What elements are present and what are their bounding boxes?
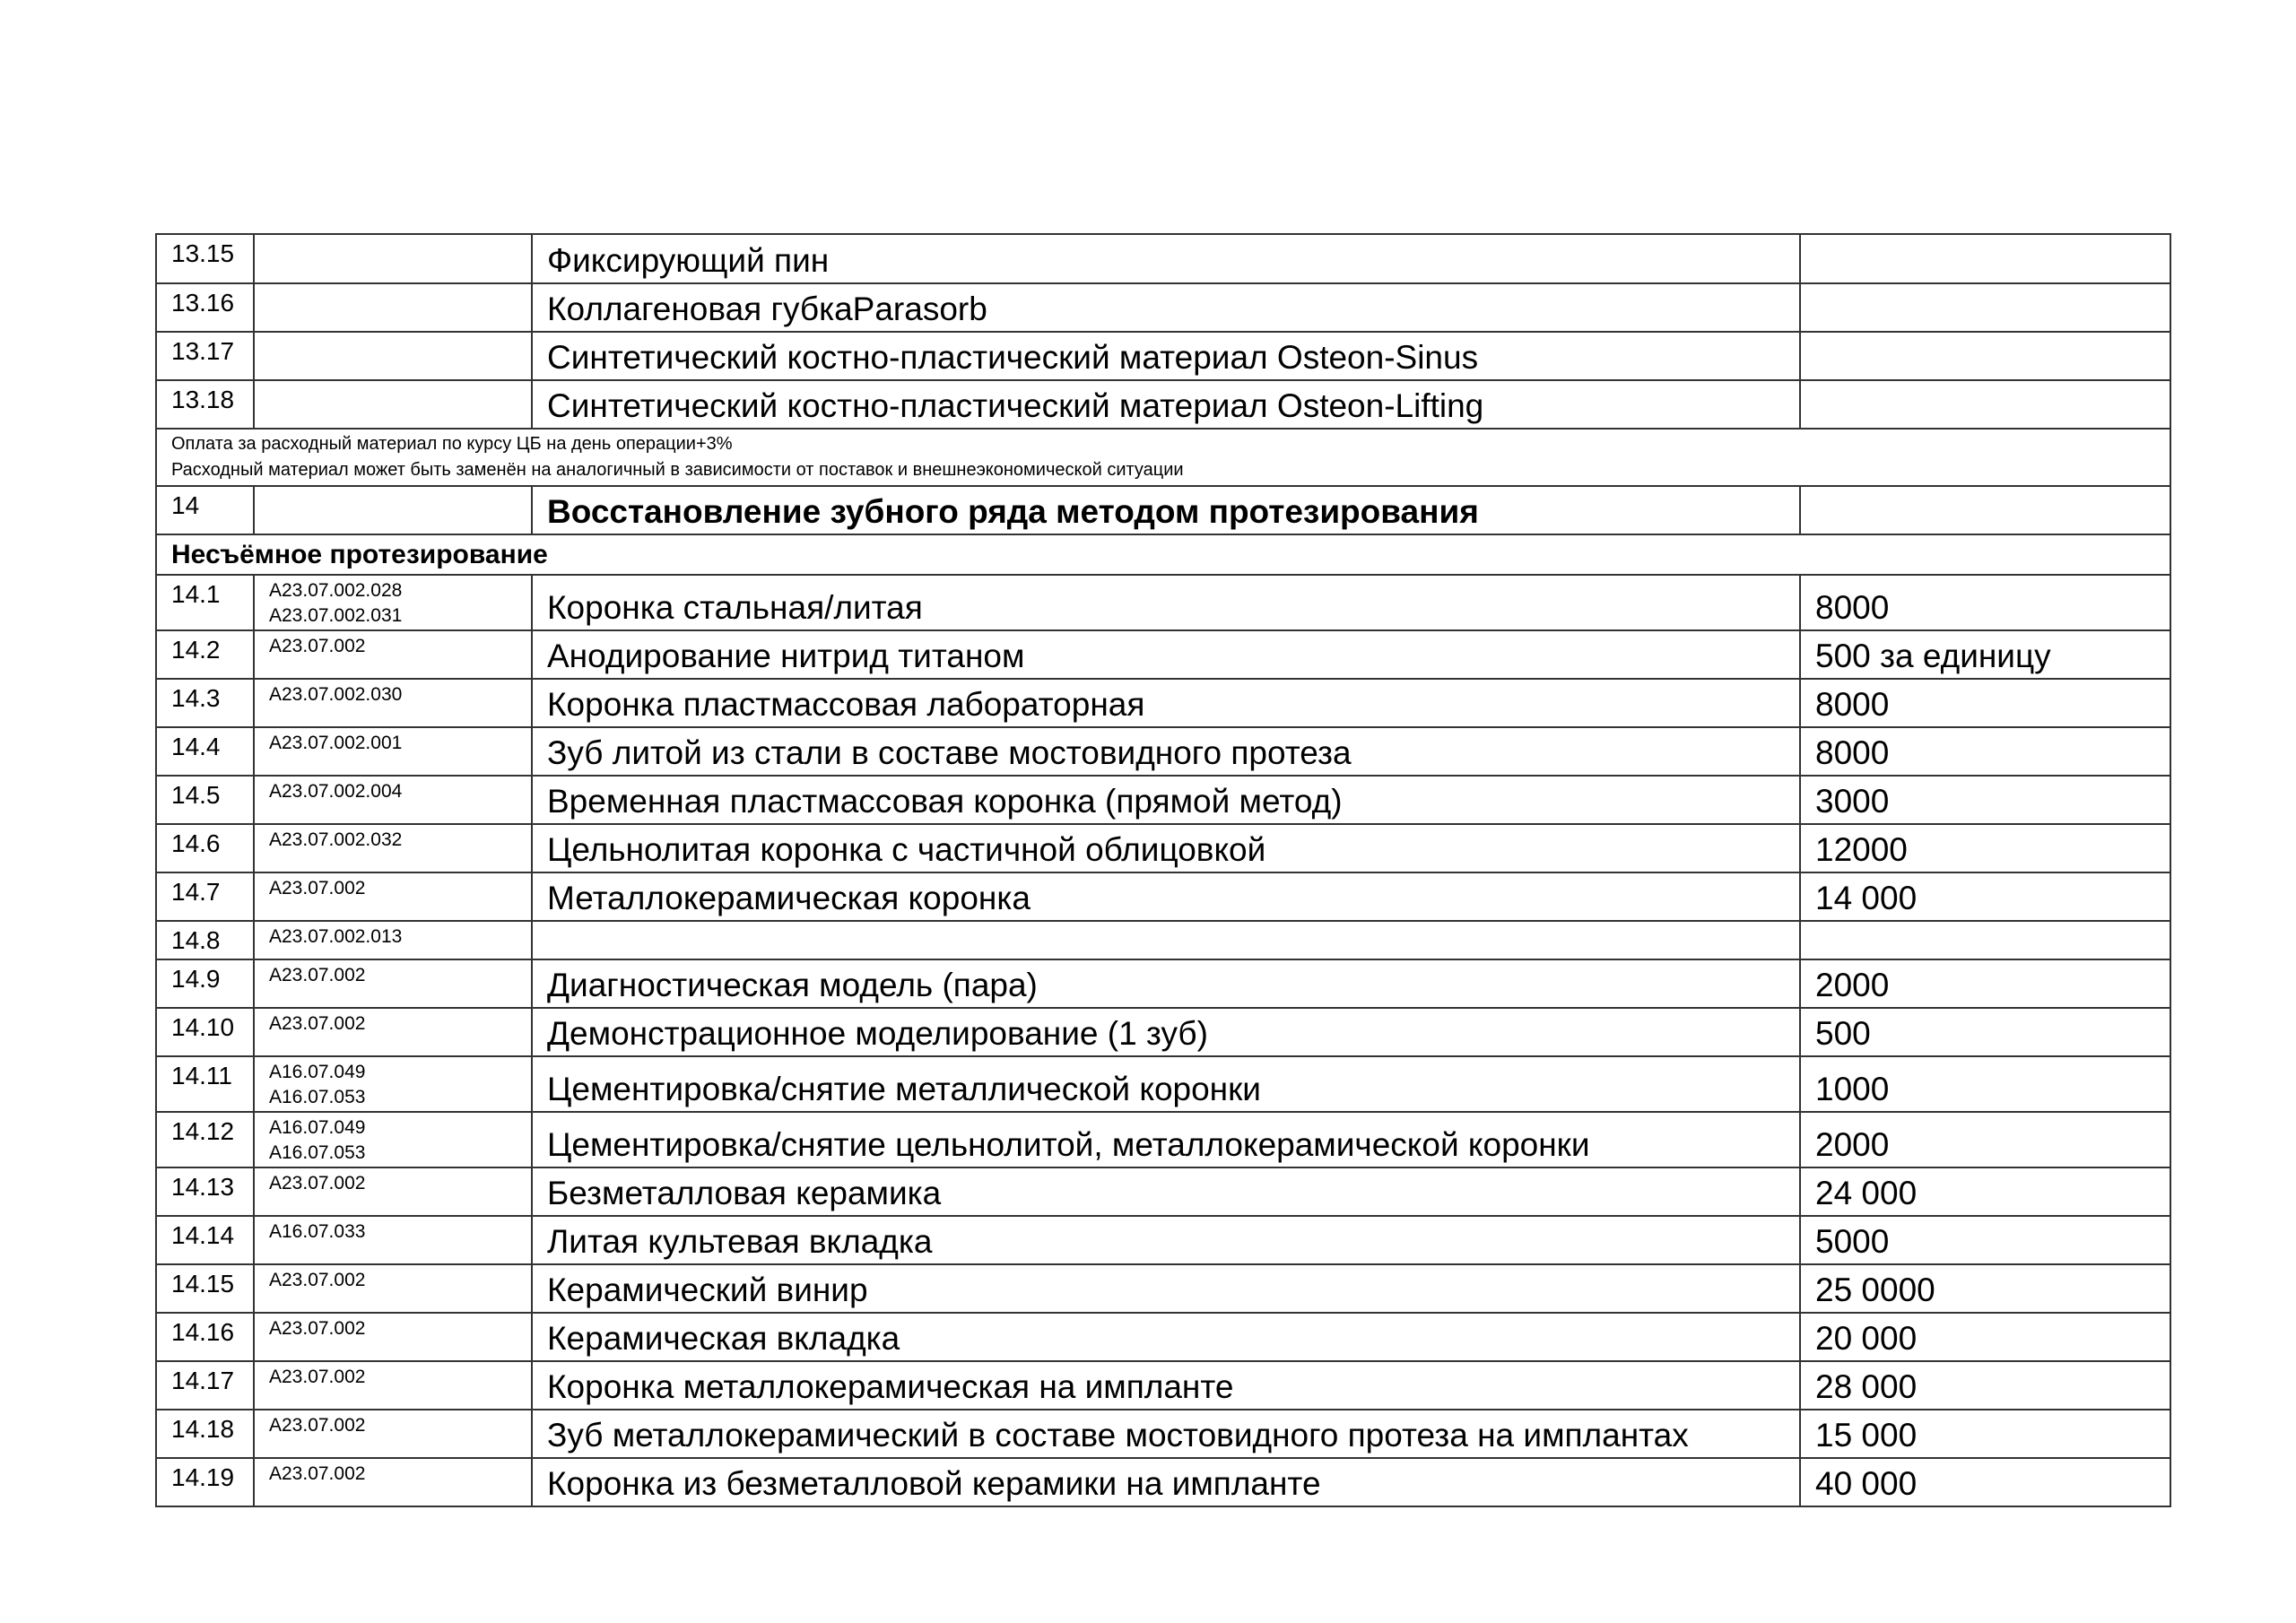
code-line: A23.07.002 (269, 1013, 366, 1034)
code-line: A23.07.002 (269, 1173, 366, 1193)
notes-row (156, 429, 2170, 486)
code-line: A16.07.053 (269, 1087, 366, 1107)
code-line: A23.07.002.031 (269, 605, 403, 626)
service-name: Синтетический костно-пластический материал Osteon-Lifting (532, 380, 1800, 429)
service-code (254, 1361, 532, 1410)
row-number: 14.7 (156, 872, 254, 921)
service-name: Цементировка/снятие цельнолитой, металлокерамической коронки (532, 1112, 1800, 1167)
service-name: Керамический винир (532, 1264, 1800, 1313)
service-price (1800, 380, 2170, 429)
table-row (156, 1410, 2170, 1458)
subheading-row (156, 534, 2170, 575)
service-code (254, 1313, 532, 1361)
table-row (156, 380, 2170, 429)
subheading: Несъёмное протезирование (156, 534, 2170, 575)
service-code (254, 1112, 532, 1167)
service-name: Цементировка/снятие металлической коронки (532, 1056, 1800, 1112)
service-code (254, 776, 532, 824)
service-price: 2000 (1800, 959, 2170, 1008)
service-price: 15 000 (1800, 1410, 2170, 1458)
service-name: Временная пластмассовая коронка (прямой метод) (532, 776, 1800, 824)
service-name: Коронка из безметалловой керамики на импланте (532, 1458, 1800, 1506)
service-name: Коронка металлокерамическая на импланте (532, 1361, 1800, 1410)
service-price (1800, 332, 2170, 380)
code-line: A16.07.053 (269, 1142, 366, 1163)
service-code (254, 1264, 532, 1313)
table-row (156, 921, 2170, 959)
service-name: Синтетический костно-пластический материал Osteon-Sinus (532, 332, 1800, 380)
table-row (156, 727, 2170, 776)
table-row (156, 234, 2170, 283)
row-number: 14.9 (156, 959, 254, 1008)
service-price: 8000 (1800, 679, 2170, 727)
service-code (254, 234, 532, 283)
service-name: Коронка пластмассовая лабораторная (532, 679, 1800, 727)
service-price: 12000 (1800, 824, 2170, 872)
service-name: Анодирование нитрид титаном (532, 630, 1800, 679)
service-price: 24 000 (1800, 1167, 2170, 1216)
row-number: 14.4 (156, 727, 254, 776)
row-number: 14.16 (156, 1313, 254, 1361)
service-name: Зуб литой из стали в составе мостовидного протеза (532, 727, 1800, 776)
service-price: 500 (1800, 1008, 2170, 1056)
table-row (156, 1008, 2170, 1056)
service-code (254, 824, 532, 872)
service-name: Литая культевая вкладка (532, 1216, 1800, 1264)
service-code (254, 959, 532, 1008)
table-row (156, 630, 2170, 679)
section-number: 14 (156, 486, 254, 534)
service-code (254, 727, 532, 776)
row-number: 14.8 (156, 921, 254, 959)
row-number: 13.15 (156, 234, 254, 283)
service-price: 28 000 (1800, 1361, 2170, 1410)
table-row (156, 1313, 2170, 1361)
row-number: 14.11 (156, 1056, 254, 1112)
service-code (254, 1216, 532, 1264)
service-price: 14 000 (1800, 872, 2170, 921)
code-line: A16.07.049 (269, 1062, 366, 1082)
code-line: A23.07.002 (269, 1367, 366, 1387)
row-number: 14.17 (156, 1361, 254, 1410)
table-row (156, 824, 2170, 872)
code-line: A23.07.002.004 (269, 781, 403, 802)
price-list-table (155, 233, 2171, 1507)
table-row (156, 283, 2170, 332)
row-number: 13.16 (156, 283, 254, 332)
service-price: 25 0000 (1800, 1264, 2170, 1313)
service-code (254, 679, 532, 727)
row-number: 14.5 (156, 776, 254, 824)
code-line: A23.07.002 (269, 1415, 366, 1436)
service-code (254, 283, 532, 332)
row-number: 14.2 (156, 630, 254, 679)
service-name: Цельнолитая коронка с частичной облицовкой (532, 824, 1800, 872)
table-row (156, 1056, 2170, 1112)
service-code (254, 1056, 532, 1112)
section-code (254, 486, 532, 534)
service-price: 5000 (1800, 1216, 2170, 1264)
table-row (156, 1167, 2170, 1216)
row-number: 14.14 (156, 1216, 254, 1264)
service-price: 3000 (1800, 776, 2170, 824)
service-name: Металлокерамическая коронка (532, 872, 1800, 921)
section-price (1800, 486, 2170, 534)
service-code (254, 872, 532, 921)
service-code (254, 575, 532, 630)
table-row (156, 1264, 2170, 1313)
service-name: Коллагеновая губкаParasorb (532, 283, 1800, 332)
service-name (532, 921, 1800, 959)
service-price: 2000 (1800, 1112, 2170, 1167)
table-row (156, 1216, 2170, 1264)
service-name: Коронка стальная/литая (532, 575, 1800, 630)
service-code (254, 921, 532, 959)
table-row (156, 679, 2170, 727)
service-name: Безметалловая керамика (532, 1167, 1800, 1216)
table-row (156, 1361, 2170, 1410)
section-row (156, 486, 2170, 534)
service-code (254, 1167, 532, 1216)
service-code (254, 630, 532, 679)
payment-note: Оплата за расходный материал по курсу ЦБ на день операции+3% (171, 434, 733, 454)
service-code (254, 380, 532, 429)
row-number: 14.15 (156, 1264, 254, 1313)
code-line: A23.07.002 (269, 1270, 366, 1290)
code-line: A23.07.002.032 (269, 829, 403, 850)
row-number: 14.1 (156, 575, 254, 630)
row-number: 14.12 (156, 1112, 254, 1167)
service-code (254, 1008, 532, 1056)
service-name: Зуб металлокерамический в составе мостовидного протеза на имплантах (532, 1410, 1800, 1458)
row-number: 14.6 (156, 824, 254, 872)
service-price: 8000 (1800, 727, 2170, 776)
table-row (156, 959, 2170, 1008)
row-number: 13.18 (156, 380, 254, 429)
section-title: Восстановление зубного ряда методом протезирования (532, 486, 1800, 534)
service-price (1800, 234, 2170, 283)
service-price: 500 за единицу (1800, 630, 2170, 679)
code-line: A16.07.049 (269, 1117, 366, 1138)
code-line: A23.07.002.013 (269, 926, 403, 947)
service-name: Диагностическая модель (пара) (532, 959, 1800, 1008)
table-row (156, 575, 2170, 630)
code-line: A23.07.002 (269, 878, 366, 898)
payment-notes (156, 429, 2170, 486)
table-row (156, 776, 2170, 824)
service-price: 8000 (1800, 575, 2170, 630)
row-number: 14.19 (156, 1458, 254, 1506)
row-number: 14.18 (156, 1410, 254, 1458)
row-number: 14.13 (156, 1167, 254, 1216)
code-line: A23.07.002 (269, 636, 366, 656)
service-name: Керамическая вкладка (532, 1313, 1800, 1361)
substitution-note: Расходный материал может быть заменён на аналогичный в зависимости от поставок и внешнеэкономической ситуации (171, 460, 1184, 480)
table-row (156, 1458, 2170, 1506)
code-line: A23.07.002 (269, 965, 366, 985)
service-price: 20 000 (1800, 1313, 2170, 1361)
code-line: A23.07.002 (269, 1463, 366, 1484)
table-row (156, 872, 2170, 921)
row-number: 13.17 (156, 332, 254, 380)
service-price: 40 000 (1800, 1458, 2170, 1506)
service-name: Демонстрационное моделирование (1 зуб) (532, 1008, 1800, 1056)
price-list-body (156, 234, 2170, 1506)
service-code (254, 1410, 532, 1458)
service-price: 1000 (1800, 1056, 2170, 1112)
service-price (1800, 921, 2170, 959)
service-name: Фиксирующий пин (532, 234, 1800, 283)
service-code (254, 332, 532, 380)
table-row (156, 332, 2170, 380)
code-line: A16.07.033 (269, 1221, 366, 1242)
service-code (254, 1458, 532, 1506)
table-row (156, 1112, 2170, 1167)
code-line: A23.07.002 (269, 1318, 366, 1339)
service-price (1800, 283, 2170, 332)
row-number: 14.3 (156, 679, 254, 727)
row-number: 14.10 (156, 1008, 254, 1056)
code-line: A23.07.002.001 (269, 733, 403, 753)
code-line: A23.07.002.030 (269, 684, 403, 705)
code-line: A23.07.002.028 (269, 580, 403, 601)
